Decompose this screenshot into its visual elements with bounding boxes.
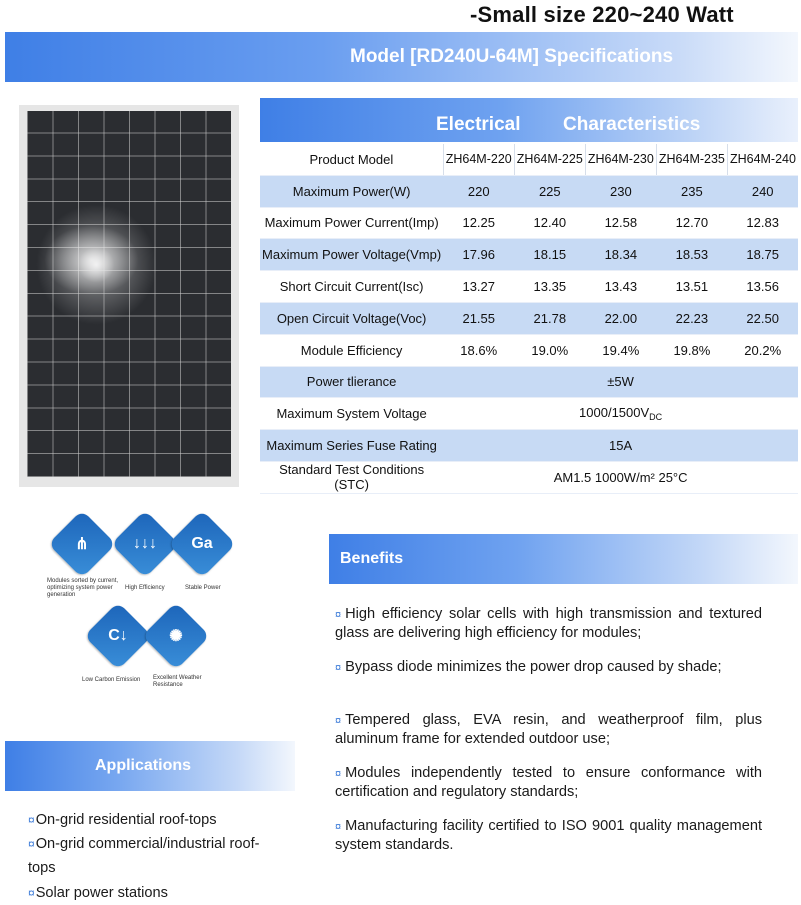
benefit-item (335, 606, 762, 642)
icon-glyph: ✺ (169, 628, 183, 645)
table-row (260, 398, 798, 430)
cell-value: 15A (443, 430, 798, 462)
table-row (260, 144, 798, 175)
page-title: -Small size 220~240 Watt (470, 2, 734, 27)
bullet-icon: ¤ (335, 821, 342, 833)
benefit-item (335, 712, 762, 748)
table-row (260, 461, 798, 493)
model-name: ZH64M-225 (514, 144, 585, 175)
cell-value: 17.96 (443, 239, 514, 271)
applications-list (28, 808, 273, 905)
feature-caption: Modules sorted by current, optimizing system power generation (47, 578, 119, 598)
table-row (260, 271, 798, 303)
applications-title: Applications (95, 757, 192, 774)
row-label: Short Circuit Current(Isc) (260, 271, 443, 303)
spec-header-characteristics: Characteristics (563, 114, 701, 135)
cell-value: 220 (443, 175, 514, 207)
list-item (28, 832, 273, 880)
feature-caption: Stable Power (185, 585, 221, 591)
spec-header-electrical: Electrical (436, 114, 521, 135)
applications-banner (5, 741, 295, 791)
solar-panel-image (19, 105, 239, 487)
cell-value: 235 (656, 175, 727, 207)
feature-caption: High Efficiency (125, 585, 165, 591)
benefit-item (335, 659, 762, 678)
benefit-text: Manufacturing facility certified to ISO 9001 quality management system standards. (335, 818, 762, 853)
cell-value: 22.23 (656, 302, 727, 334)
cell-value: ±5W (443, 366, 798, 398)
cell-value: 12.40 (514, 207, 585, 239)
row-label: Open Circuit Voltage(Voc) (260, 302, 443, 334)
application-text: On-grid commercial/industrial roof-tops (28, 836, 260, 877)
row-label: Product Model (260, 144, 443, 175)
benefit-text: Tempered glass, EVA resin, and weatherproof film, plus aluminum frame for extended outdoor use; (335, 712, 762, 747)
bullet-icon: ¤ (28, 885, 35, 900)
panel-glare (44, 225, 139, 295)
cell-value: 13.27 (443, 271, 514, 303)
weather-resistance-icon (142, 602, 210, 670)
benefit-text: Modules independently tested to ensure conformance with certification and regulatory standards; (335, 765, 762, 800)
bullet-icon: ¤ (335, 662, 342, 674)
cell-value: 13.56 (727, 271, 798, 303)
cell-value: 12.83 (727, 207, 798, 239)
table-row (260, 334, 798, 366)
low-carbon-icon (84, 602, 152, 670)
cell-value: 22.00 (585, 302, 656, 334)
icon-glyph: C↓ (108, 627, 128, 644)
row-label: Maximum Power Voltage(Vmp) (260, 239, 443, 271)
cell-value: 13.43 (585, 271, 656, 303)
list-item (28, 808, 273, 832)
cell-value: 21.55 (443, 302, 514, 334)
cell-value: 18.53 (656, 239, 727, 271)
cell-value: AM1.5 1000W/m² 25°C (443, 461, 798, 493)
cell-value: 13.35 (514, 271, 585, 303)
bullet-icon: ¤ (335, 768, 342, 780)
row-label: Maximum Series Fuse Rating (260, 430, 443, 462)
cell-value: 18.75 (727, 239, 798, 271)
icon-glyph: Ga (191, 535, 213, 552)
model-name: ZH64M-240 (727, 144, 798, 175)
model-banner-label: Model [RD240U-64M] Specifications (350, 46, 674, 67)
cell-value: 20.2% (727, 334, 798, 366)
spec-table-header (260, 98, 798, 142)
application-text: Solar power stations (35, 884, 168, 901)
model-banner (5, 32, 798, 82)
model-name: ZH64M-220 (443, 144, 514, 175)
circuit-board-icon (48, 510, 116, 578)
cell-value: 18.15 (514, 239, 585, 271)
table-row (260, 430, 798, 462)
benefit-text: High efficiency solar cells with high transmission and textured glass are delivering high efficiency for modules; (335, 606, 762, 641)
bullet-icon: ¤ (335, 715, 342, 727)
row-label: Maximum Power(W) (260, 175, 443, 207)
cell-value: 22.50 (727, 302, 798, 334)
cell-value: 19.4% (585, 334, 656, 366)
benefit-item (335, 765, 762, 801)
cell-value: 21.78 (514, 302, 585, 334)
icon-glyph: ↓↓↓ (133, 535, 157, 552)
cell-value: 12.25 (443, 207, 514, 239)
benefits-banner (329, 534, 798, 584)
row-label: Maximum Power Current(Imp) (260, 207, 443, 239)
bullet-icon: ¤ (335, 609, 342, 621)
cell-value: 225 (514, 175, 585, 207)
cell-value: 19.0% (514, 334, 585, 366)
cell-value: 18.34 (585, 239, 656, 271)
cell-value: 13.51 (656, 271, 727, 303)
table-row (260, 239, 798, 271)
cell-value: 240 (727, 175, 798, 207)
row-label: Standard Test Conditions (STC) (260, 461, 443, 493)
voltage-subscript: DC (649, 412, 663, 423)
cell-value: 12.70 (656, 207, 727, 239)
benefits-title: Benefits (340, 550, 404, 567)
cell-value: 18.6% (443, 334, 514, 366)
row-label: Maximum System Voltage (260, 398, 443, 430)
cell-value: 230 (585, 175, 656, 207)
model-name: ZH64M-230 (585, 144, 656, 175)
table-row (260, 302, 798, 334)
benefit-item (335, 818, 762, 854)
benefit-text: Bypass diode minimizes the power drop caused by shade; (345, 659, 722, 675)
cell-value: 12.58 (585, 207, 656, 239)
cell-value: 19.8% (656, 334, 727, 366)
row-label: Power tlierance (260, 366, 443, 398)
feature-caption: Low Carbon Emission (82, 677, 141, 683)
table-row (260, 366, 798, 398)
bullet-icon: ¤ (28, 837, 35, 852)
icon-glyph: ⋔ (75, 536, 89, 553)
cell-value (443, 398, 798, 430)
model-name: ZH64M-235 (656, 144, 727, 175)
spec-table (260, 144, 798, 494)
list-item (28, 881, 273, 905)
table-row (260, 207, 798, 239)
sun-rays-icon (111, 510, 179, 578)
row-label: Module Efficiency (260, 334, 443, 366)
application-text: On-grid residential roof-tops (35, 812, 217, 828)
feature-caption: Excellent Weather Resistance (153, 675, 202, 688)
bullet-icon: ¤ (28, 813, 35, 827)
gallium-arrow-icon (168, 510, 236, 578)
table-row (260, 175, 798, 207)
voltage-value: 1000/1500V (579, 405, 650, 421)
